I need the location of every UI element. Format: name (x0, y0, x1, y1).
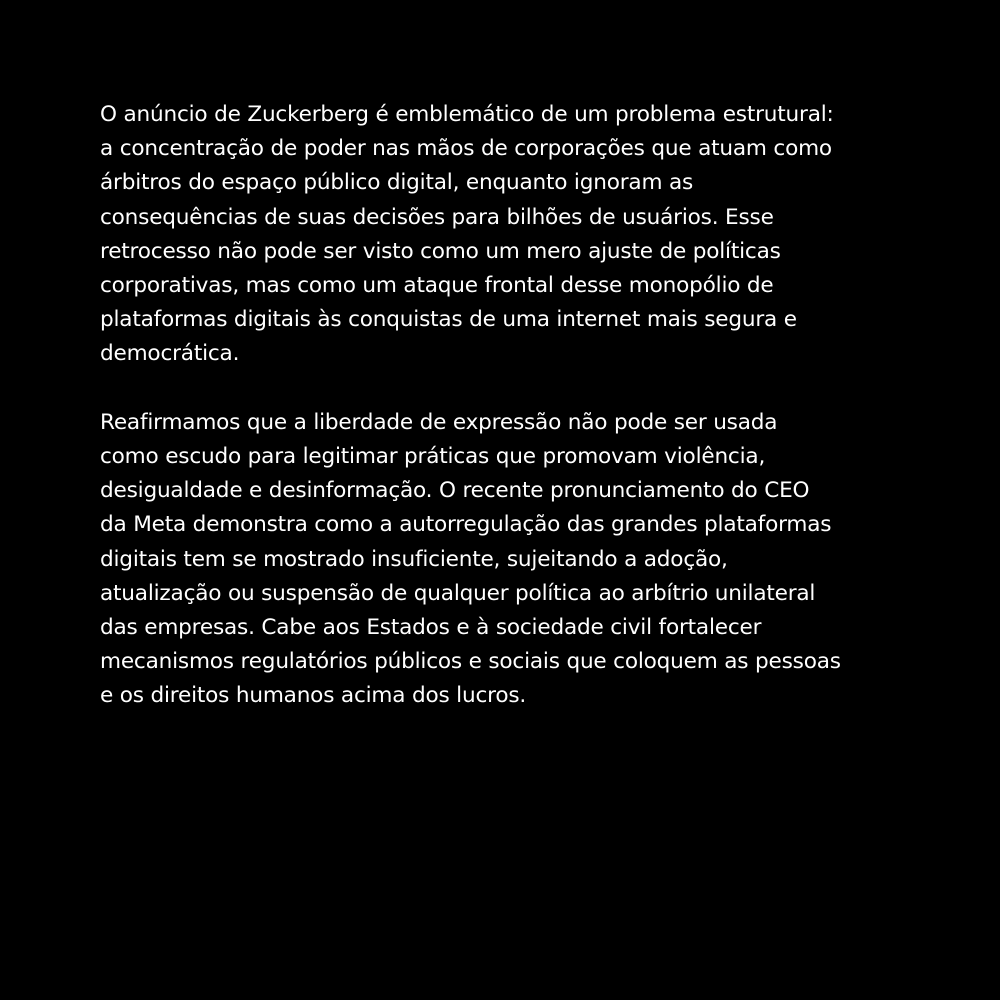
paragraph-line: retrocesso não pode ser visto como um mero ajuste de políticas (100, 238, 781, 264)
paragraph-line: atualização ou suspensão de qualquer política ao arbítrio unilateral (100, 580, 816, 606)
paragraph-line: árbitros do espaço público digital, enquanto ignoram as (100, 170, 694, 196)
paragraph-spacer (100, 372, 920, 406)
paragraph-line: mecanismos regulatórios públicos e sociais que coloquem as pessoas (100, 649, 841, 675)
paragraph-line: digitais tem se mostrado insuficiente, sujeitando a adoção, (100, 546, 728, 572)
paragraph-line: das empresas. Cabe aos Estados e à sociedade civil fortalecer (100, 615, 762, 641)
paragraph-line: O anúncio de Zuckerberg é emblemático de um problema estrutural: (100, 102, 834, 127)
paragraph-1 (100, 98, 920, 372)
paragraph-line: da Meta demonstra como a autorregulação das grandes plataformas (100, 512, 832, 538)
paragraph-line: plataformas digitais às conquistas de uma internet mais segura e (100, 307, 797, 333)
paragraph-line: democrática. (100, 341, 240, 367)
paragraph-2 (100, 406, 920, 714)
paragraph-line: como escudo para legitimar práticas que promovam violência, (100, 444, 766, 470)
paragraph-line: desigualdade e desinformação. O recente pronunciamento do CEO (100, 478, 810, 504)
paragraph-line: e os direitos humanos acima dos lucros. (100, 683, 527, 709)
paragraph-line: consequências de suas decisões para bilhões de usuários. Esse (100, 204, 774, 230)
paragraph-line: corporativas, mas como um ataque frontal desse monopólio de (100, 273, 774, 299)
paragraph-line: Reafirmamos que a liberdade de expressão não pode ser usada (100, 409, 778, 435)
statement-text (100, 98, 920, 714)
paragraph-line: a concentração de poder nas mãos de corporações que atuam como (100, 136, 832, 162)
